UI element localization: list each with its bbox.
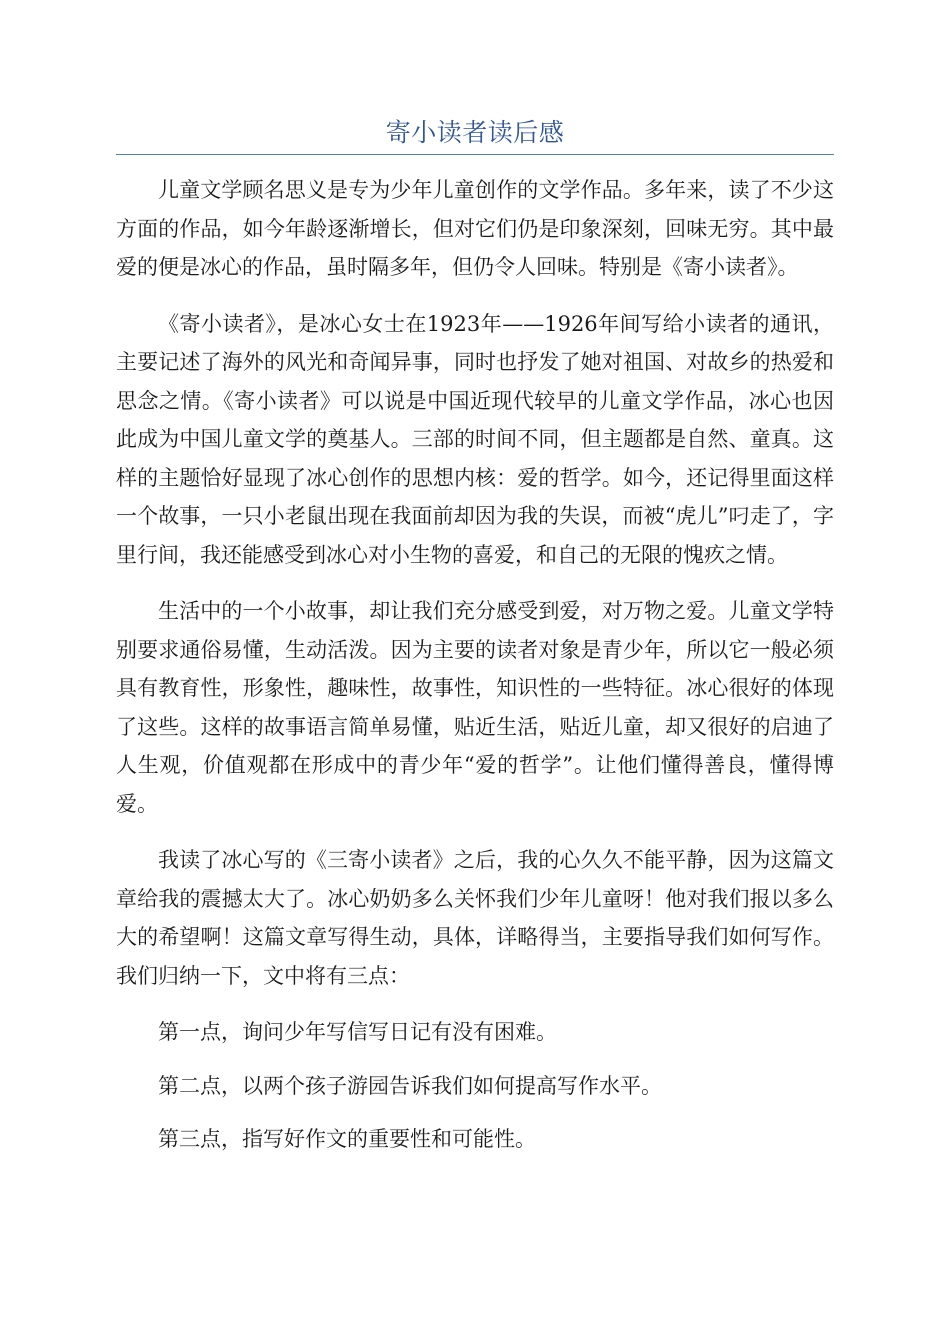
point-3: 第三点，指写好作文的重要性和可能性。 [158,1127,536,1151]
title-block [116,114,834,155]
paragraph-4: 我读了冰心写的《三寄小读者》之后，我的心久久不能平静，因为这篇文章给我的震撼太大了。冰心奶奶多么关怀我们少年儿童呀！他对我们报以多么大的希望啊！这篇文章写得生动，具体，详略得当，主要指导我们如何写作。我们归纳一下，文中将有三点： [116,848,834,988]
point-1: 第一点，询问少年写信写日记有没有困难。 [158,1020,557,1044]
point-2: 第二点，以两个孩子游园告诉我们如何提高写作水平。 [158,1073,662,1098]
paragraph-2: 《寄小读者》，是冰心女士在1923年——1926年间写给小读者的通讯，主要记述了海外的风光和奇闻异事，同时也抒发了她对祖国、对故乡的热爱和思念之情。《寄小读者》可以说是中国近现代较早的儿童文学作品，冰心也因此成为中国儿童文学的奠基人。三部的时间不同，但主题都是自然、童真。这样的主题恰好显现了冰心创作的思想内核：爱的哲学。如今，还记得里面这样一个故事，一只小老鼠出现在我面前却因为我的失误，而被“虎儿”叼走了，字里行间，我还能感受到冰心对小生物的喜爱，和自己的无限的愧疚之情。 [116,311,834,567]
document-body [116,171,834,1174]
paragraph-3: 生活中的一个小故事，却让我们充分感受到爱，对万物之爱。儿童文学特别要求通俗易懂，生动活泼。因为主要的读者对象是青少年，所以它一般必须具有教育性，形象性，趣味性，故事性，知识性的一些特征。冰心很好的体现了这些。这样的故事语言简单易懂，贴近生活，贴近儿童，却又很好的启迪了人生观，价值观都在形成中的青少年“爱的哲学”。让他们懂得善良，懂得博爱。 [116,599,834,816]
paragraph-1: 儿童文学顾名思义是专为少年儿童创作的文学作品。多年来，读了不少这方面的作品，如今年龄逐渐增长，但对它们仍是印象深刻，回味无穷。其中最爱的便是冰心的作品，虽时隔多年，但仍令人回味。特别是《寄小读者》。 [116,178,834,279]
title-underline [116,154,834,155]
page-title: 寄小读者读后感 [385,118,565,147]
